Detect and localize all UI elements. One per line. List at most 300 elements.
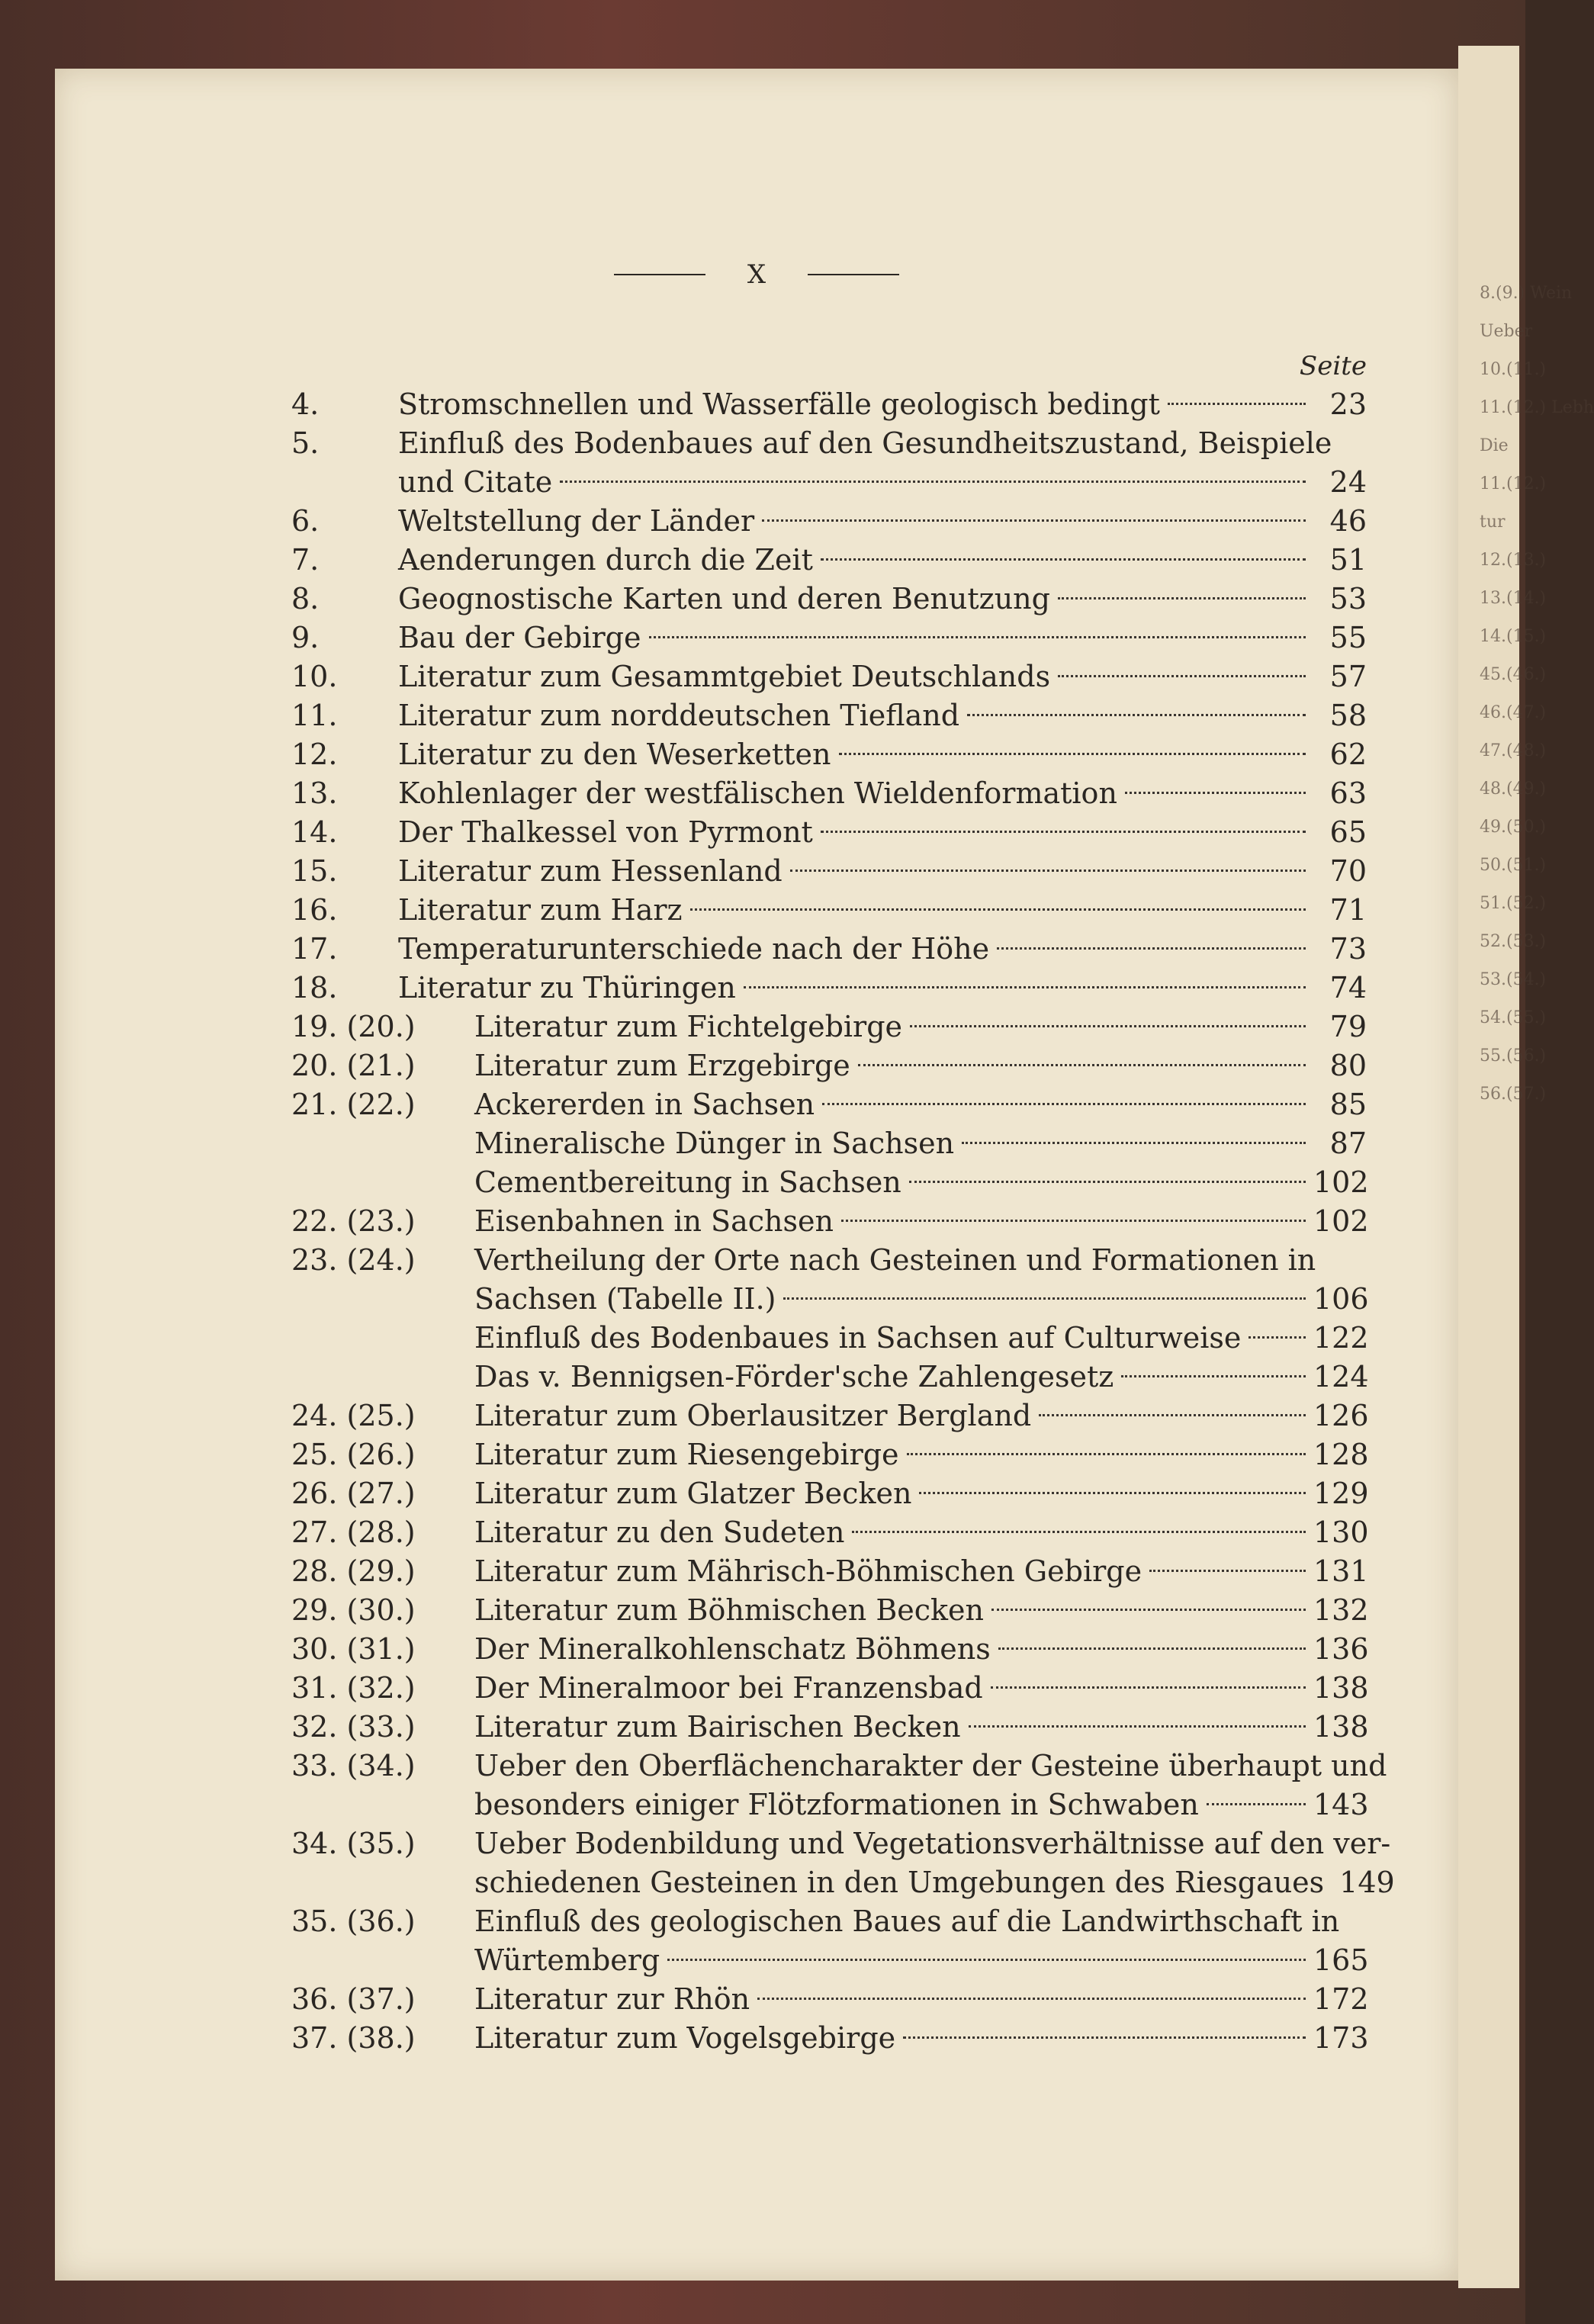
toc-entry-page: 149 xyxy=(1339,1866,1395,1899)
toc-entry xyxy=(291,1008,1367,1046)
toc-entry-line xyxy=(474,1202,1367,1241)
dot-leader xyxy=(690,908,1306,911)
toc-entry-text: Bau der Gebirge xyxy=(398,621,641,654)
facing-page-fragment: 51.(52.) xyxy=(1480,894,1547,913)
toc-entry-line xyxy=(474,1241,1367,1280)
toc-entry-line xyxy=(474,1124,1367,1163)
toc-entry xyxy=(291,696,1367,735)
toc-entry-text: Kohlenlager der westfälischen Wieldenformation xyxy=(398,776,1117,810)
toc-entry-text: Literatur zu Thüringen xyxy=(398,971,736,1004)
toc-entry xyxy=(291,1747,1387,1824)
toc-entry-page: 124 xyxy=(1313,1360,1369,1393)
dot-leader xyxy=(1149,1570,1306,1572)
toc-entry xyxy=(291,1397,1367,1435)
toc-entry-line xyxy=(398,657,1367,696)
facing-page-fragment: 45.(46.) xyxy=(1480,665,1547,684)
toc-entry-title xyxy=(474,1669,1367,1708)
toc-entry-page: 102 xyxy=(1313,1204,1369,1238)
toc-entry-title xyxy=(474,1124,1367,1163)
toc-entry-line xyxy=(398,580,1367,619)
toc-entry-line xyxy=(474,1319,1367,1358)
toc-entry xyxy=(291,619,1367,657)
toc-entry xyxy=(291,852,1367,891)
toc-entry-number: 31. (32.) xyxy=(291,1671,416,1705)
facing-page-fragment: 55.(56.) xyxy=(1480,1046,1547,1066)
toc-entry-title xyxy=(474,1202,1367,1241)
toc-entry xyxy=(291,969,1367,1008)
toc-entry-text: Literatur zum Böhmischen Becken xyxy=(474,1593,985,1627)
toc-entry xyxy=(291,1241,1367,1319)
toc-entry-text: Der Mineralkohlenschatz Böhmens xyxy=(474,1632,991,1666)
toc-entry-page: 165 xyxy=(1313,1943,1369,1977)
toc-entry-page: 46 xyxy=(1329,504,1367,538)
toc-entry-text: Literatur zum Hessenland xyxy=(398,854,783,888)
toc-entry-line xyxy=(398,969,1367,1008)
toc-entry-title xyxy=(474,1046,1367,1085)
toc-entry-text: Stromschnellen und Wasserfälle geologisch bedingt xyxy=(398,387,1160,421)
toc-entry-text: Literatur zum Glatzer Becken xyxy=(474,1477,912,1510)
toc-entry xyxy=(291,1824,1395,1902)
facing-page-fragment: Die xyxy=(1480,436,1509,455)
toc-entry-line xyxy=(398,774,1367,813)
toc-entry xyxy=(291,1513,1367,1552)
toc-entry-page: 58 xyxy=(1329,699,1367,732)
dot-leader xyxy=(1121,1375,1306,1377)
toc-entry-page: 71 xyxy=(1329,893,1367,927)
toc-entry xyxy=(291,541,1367,580)
dot-leader xyxy=(744,986,1306,988)
toc-entry-title xyxy=(398,813,1367,852)
toc-entry-number: 6. xyxy=(291,504,320,538)
dot-leader xyxy=(967,714,1306,716)
toc-entry-title xyxy=(398,891,1367,930)
toc-entry-number: 23. (24.) xyxy=(291,1243,416,1277)
toc-entry-page: 53 xyxy=(1329,582,1367,616)
facing-page-fragment: 52.(53.) xyxy=(1480,932,1547,951)
toc-entry-text: Ueber Bodenbildung und Vegetationsverhältnisse auf den ver- xyxy=(474,1827,1391,1860)
toc-entry-title xyxy=(474,1630,1367,1669)
toc-entry-title xyxy=(398,541,1367,580)
toc-entry-number: 32. (33.) xyxy=(291,1710,416,1744)
toc-entry xyxy=(291,502,1367,541)
facing-page-fragment: 14.(15.) xyxy=(1480,627,1547,646)
toc-entry-page: 130 xyxy=(1313,1516,1369,1549)
toc-entry xyxy=(291,774,1367,813)
toc-entry-page: 126 xyxy=(1313,1399,1369,1432)
toc-entry-text: Literatur zum Gesammtgebiet Deutschlands xyxy=(398,660,1051,693)
toc-entry-page: 55 xyxy=(1329,621,1367,654)
toc-entry-title xyxy=(474,1474,1367,1513)
toc-entry-number: 24. (25.) xyxy=(291,1399,416,1432)
dot-leader xyxy=(1125,792,1306,794)
dot-leader xyxy=(903,2036,1306,2039)
toc-entry-line xyxy=(474,1941,1367,1980)
toc-entry-page: 57 xyxy=(1329,660,1367,693)
facing-page-fragment: 11.(12.) Lebh xyxy=(1480,398,1594,417)
toc-entry-page: 24 xyxy=(1329,465,1367,499)
dot-leader xyxy=(1207,1803,1306,1805)
toc-entry xyxy=(291,1435,1367,1474)
dot-leader xyxy=(1058,675,1306,677)
toc-entry-number: 21. (22.) xyxy=(291,1088,416,1121)
toc-entry-page: 143 xyxy=(1313,1788,1369,1821)
toc-entry-title xyxy=(474,1902,1367,1980)
toc-entry xyxy=(291,813,1367,852)
toc-entry-page: 80 xyxy=(1329,1049,1367,1082)
dot-leader xyxy=(991,1609,1306,1611)
toc-entry xyxy=(291,580,1367,619)
facing-page-fragment: 50.(51.) xyxy=(1480,856,1547,875)
toc-entry-line xyxy=(474,1824,1391,1863)
facing-page-fragment: 13.(14.) xyxy=(1480,589,1547,608)
toc-entry-line xyxy=(398,852,1367,891)
toc-entry-page: 102 xyxy=(1313,1165,1369,1199)
toc-entry-line xyxy=(474,1397,1367,1435)
dot-leader xyxy=(907,1453,1306,1455)
dot-leader xyxy=(762,519,1306,522)
toc-entry xyxy=(291,424,1367,502)
facing-page-fragment: 48.(49.) xyxy=(1480,779,1547,799)
toc-entry xyxy=(291,1319,1367,1358)
toc-entry-title xyxy=(474,1980,1367,2019)
toc-entry-line xyxy=(474,1046,1367,1085)
toc-entry-text: Literatur zum Bairischen Becken xyxy=(474,1710,961,1744)
facing-page-fragment: 47.(48.) xyxy=(1480,741,1547,760)
toc-entry-line xyxy=(474,1669,1367,1708)
toc-entry-number: 30. (31.) xyxy=(291,1632,416,1666)
toc-entry-text: Literatur zum Riesengebirge xyxy=(474,1438,899,1471)
toc-entry-page: 70 xyxy=(1329,854,1367,888)
toc-entry-page: 62 xyxy=(1329,738,1367,771)
header-rule-left xyxy=(614,274,705,275)
toc-entry-line xyxy=(398,891,1367,930)
dot-leader xyxy=(783,1297,1306,1300)
dot-leader xyxy=(852,1531,1306,1533)
toc-entry-text: Literatur zu den Sudeten xyxy=(474,1516,845,1549)
toc-entry-text: Literatur zum Mährisch-Böhmischen Gebirge xyxy=(474,1554,1142,1588)
toc-entry-line xyxy=(398,502,1367,541)
toc-entry-text: Einfluß des Bodenbaues auf den Gesundheitszustand, Beispiele xyxy=(398,426,1332,460)
toc-entry-line xyxy=(474,1435,1367,1474)
facing-page-fragment: 49.(50.) xyxy=(1480,818,1547,837)
toc-entry-number: 29. (30.) xyxy=(291,1593,416,1627)
toc-entry-text: schiedenen Gesteinen in den Umgebungen des Riesgaues xyxy=(474,1866,1325,1899)
toc-entry-line xyxy=(474,1008,1367,1046)
toc-entry-title xyxy=(474,1319,1367,1358)
toc-entry-line xyxy=(474,1902,1367,1941)
toc-entry-title xyxy=(398,580,1367,619)
toc-entry-text: Sachsen (Tabelle II.) xyxy=(474,1282,776,1316)
facing-page-fragment: 54.(55.) xyxy=(1480,1008,1547,1027)
toc-entry-page: 138 xyxy=(1313,1710,1369,1744)
toc-entry-title xyxy=(474,1163,1367,1202)
toc-entry xyxy=(291,1902,1367,1980)
toc-entry-line xyxy=(474,1708,1367,1747)
toc-entry-text: Der Mineralmoor bei Franzensbad xyxy=(474,1671,983,1705)
toc-entry-number: 20. (21.) xyxy=(291,1049,416,1082)
toc-entry-number: 35. (36.) xyxy=(291,1905,416,1938)
toc-entry-title xyxy=(474,1358,1367,1397)
toc-entry-page: 129 xyxy=(1313,1477,1369,1510)
toc-entry-text: Literatur zum Vogelsgebirge xyxy=(474,2021,896,2055)
toc-entry xyxy=(291,1708,1367,1747)
toc-entry-page: 85 xyxy=(1329,1088,1367,1121)
toc-entry-number: 19. (20.) xyxy=(291,1010,416,1043)
toc-entry-number: 37. (38.) xyxy=(291,2021,416,2055)
toc-entry-number: 7. xyxy=(291,543,320,577)
toc-entry-number: 8. xyxy=(291,582,320,616)
toc-entry xyxy=(291,657,1367,696)
facing-page-fragment: tur xyxy=(1480,513,1506,532)
toc-entry-line xyxy=(474,1358,1367,1397)
toc-entry-text: Eisenbahnen in Sachsen xyxy=(474,1204,834,1238)
toc-entry-text: Mineralische Dünger in Sachsen xyxy=(474,1127,955,1160)
toc-entry-title xyxy=(474,1008,1367,1046)
toc-entry xyxy=(291,1980,1367,2019)
toc-entry-line xyxy=(398,541,1367,580)
toc-entry-title xyxy=(398,619,1367,657)
toc-entry xyxy=(291,1669,1367,1708)
toc-entry-title xyxy=(474,1552,1367,1591)
toc-entry-title xyxy=(398,735,1367,774)
toc-entry-page: 132 xyxy=(1313,1593,1369,1627)
dot-leader xyxy=(919,1492,1306,1494)
toc-entry-line xyxy=(474,1980,1367,2019)
toc-entry-number: 4. xyxy=(291,387,320,421)
toc-entry-title xyxy=(474,1241,1367,1319)
dot-leader xyxy=(821,558,1306,561)
toc-entry-title xyxy=(474,1708,1367,1747)
toc-entry-text: Literatur zum Harz xyxy=(398,893,683,927)
toc-entry-text: Literatur zur Rhön xyxy=(474,1982,750,2016)
dot-leader xyxy=(841,1220,1306,1222)
toc-entry-title xyxy=(398,424,1367,502)
toc-entry-page: 74 xyxy=(1329,971,1367,1004)
facing-page-fragment: 8.(9.) Wein xyxy=(1480,284,1573,303)
dot-leader xyxy=(1039,1414,1306,1416)
toc-entry-number: 22. (23.) xyxy=(291,1204,416,1238)
toc-entry xyxy=(291,930,1367,969)
toc-entry-line xyxy=(398,619,1367,657)
toc-entry-number: 9. xyxy=(291,621,320,654)
page-column-label: Seite xyxy=(1299,351,1367,381)
toc-entry-title xyxy=(474,2019,1367,2058)
dot-leader xyxy=(649,636,1306,638)
toc-entry-line xyxy=(474,1747,1387,1786)
facing-page-fragments xyxy=(1480,275,1594,1266)
header-rule-right xyxy=(808,274,899,275)
toc-entry-line xyxy=(398,735,1367,774)
page-numeral: X xyxy=(747,259,766,290)
toc-entry-title xyxy=(398,657,1367,696)
toc-entry-title xyxy=(474,1591,1367,1630)
facing-page-fragment: 12.(13.) xyxy=(1480,551,1547,570)
toc-entry-page: 87 xyxy=(1329,1127,1367,1160)
toc-entry-text: Einfluß des geologischen Baues auf die Landwirthschaft in xyxy=(474,1905,1340,1938)
dot-leader xyxy=(822,1103,1306,1105)
toc-entry-page: 122 xyxy=(1313,1321,1369,1355)
dot-leader xyxy=(969,1725,1306,1728)
toc-entry-line xyxy=(474,1280,1367,1319)
toc-entry-page: 173 xyxy=(1313,2021,1369,2055)
toc-entry-text: Literatur zum Oberlausitzer Bergland xyxy=(474,1399,1032,1432)
toc-entry xyxy=(291,735,1367,774)
toc-entry xyxy=(291,1085,1367,1124)
toc-entry-number: 27. (28.) xyxy=(291,1516,416,1549)
toc-entry-title xyxy=(398,969,1367,1008)
toc-entry xyxy=(291,1046,1367,1085)
facing-page-fragment: 53.(54.) xyxy=(1480,970,1547,989)
toc-entry xyxy=(291,1124,1367,1163)
dot-leader xyxy=(998,1647,1306,1650)
toc-entry-line xyxy=(398,930,1367,969)
toc-entry-number: 36. (37.) xyxy=(291,1982,416,2016)
toc-entry-text: besonders einiger Flötzformationen in Schwaben xyxy=(474,1788,1199,1821)
dot-leader xyxy=(991,1686,1306,1689)
dot-leader xyxy=(667,1959,1306,1961)
toc-entry-line xyxy=(474,1085,1367,1124)
toc-entry-text: Ueber den Oberflächencharakter der Gesteine überhaupt und xyxy=(474,1749,1387,1782)
toc-entry-number: 13. xyxy=(291,776,338,810)
toc-entry-text: Der Thalkessel von Pyrmont xyxy=(398,815,813,849)
toc-entry-text: Weltstellung der Länder xyxy=(398,504,755,538)
toc-entry xyxy=(291,1630,1367,1669)
toc-entry-line xyxy=(474,1163,1367,1202)
toc-entry-number: 18. xyxy=(291,971,338,1004)
toc-entry-line xyxy=(398,385,1367,424)
toc-entry xyxy=(291,1163,1367,1202)
toc-entry-page: 172 xyxy=(1313,1982,1369,2016)
toc-entry-line xyxy=(474,1786,1367,1824)
toc-entry-line xyxy=(474,1552,1367,1591)
dot-leader xyxy=(962,1142,1306,1144)
toc-entry-text: Literatur zu den Weserketten xyxy=(398,738,831,771)
toc-entry-number: 15. xyxy=(291,854,338,888)
toc-entry-text: Aenderungen durch die Zeit xyxy=(398,543,813,577)
toc-entry-text: Ackererden in Sachsen xyxy=(474,1088,815,1121)
toc-entry-number: 26. (27.) xyxy=(291,1477,416,1510)
toc-entry-page: 63 xyxy=(1329,776,1367,810)
dot-leader xyxy=(757,1998,1306,2000)
toc-entry xyxy=(291,2019,1367,2058)
toc-entry-page: 138 xyxy=(1313,1671,1369,1705)
toc-entry xyxy=(291,1474,1367,1513)
dot-leader xyxy=(910,1025,1306,1027)
facing-page-fragment: 46.(47.) xyxy=(1480,703,1547,722)
dot-leader xyxy=(909,1181,1306,1183)
toc-entry-line xyxy=(474,1474,1367,1513)
facing-page-fragment: 10.(11.) xyxy=(1480,360,1547,379)
toc-entry-number: 34. (35.) xyxy=(291,1827,416,1860)
toc-entry-text: Literatur zum Fichtelgebirge xyxy=(474,1010,903,1043)
toc-entry xyxy=(291,1591,1367,1630)
toc-entry xyxy=(291,891,1367,930)
toc-entry xyxy=(291,385,1367,424)
dot-leader xyxy=(821,831,1306,833)
toc-entry xyxy=(291,1202,1367,1241)
toc-entry-text: Würtemberg xyxy=(474,1943,660,1977)
toc-entry-page: 65 xyxy=(1329,815,1367,849)
toc-entry-text: Literatur zum Erzgebirge xyxy=(474,1049,850,1082)
toc-entry-number: 11. xyxy=(291,699,338,732)
toc-entry-title xyxy=(398,502,1367,541)
book-page xyxy=(55,69,1458,2281)
toc-entry-title xyxy=(398,930,1367,969)
toc-entry xyxy=(291,1358,1367,1397)
toc-entry-title xyxy=(398,774,1367,813)
toc-entry-title xyxy=(474,1397,1367,1435)
toc-entry-line xyxy=(398,424,1367,463)
toc-entry-title xyxy=(474,1824,1395,1902)
toc-entry-text: Das v. Bennigsen-Förder'sche Zahlengesetz xyxy=(474,1360,1114,1393)
dot-leader xyxy=(997,947,1306,950)
dot-leader xyxy=(560,481,1306,483)
dot-leader xyxy=(1168,403,1306,405)
toc-entry-line xyxy=(474,2019,1367,2058)
dot-leader xyxy=(1058,597,1306,599)
toc-entry-page: 131 xyxy=(1313,1554,1369,1588)
toc-entry xyxy=(291,1552,1367,1591)
toc-entry-line xyxy=(474,1513,1367,1552)
facing-page-fragment: 56.(57.) xyxy=(1480,1085,1547,1104)
toc-entry-line xyxy=(398,463,1367,502)
toc-entry-number: 25. (26.) xyxy=(291,1438,416,1471)
toc-entry-text: Temperaturunterschiede nach der Höhe xyxy=(398,932,990,966)
dot-leader xyxy=(858,1064,1306,1066)
toc-entry-page: 23 xyxy=(1329,387,1367,421)
toc-entry-number: 28. (29.) xyxy=(291,1554,416,1588)
toc-entry-line xyxy=(398,813,1367,852)
page-header xyxy=(55,259,1458,313)
dot-leader xyxy=(790,869,1306,872)
toc-entry-text: Literatur zum norddeutschen Tiefland xyxy=(398,699,960,732)
toc-entry-line xyxy=(474,1630,1367,1669)
dot-leader xyxy=(839,753,1306,755)
toc-entry-number: 17. xyxy=(291,932,338,966)
toc-entry-page: 128 xyxy=(1313,1438,1369,1471)
toc-entry-number: 5. xyxy=(291,426,320,460)
toc-entry-text: Geognostische Karten und deren Benutzung xyxy=(398,582,1050,616)
toc-entry-title xyxy=(474,1085,1367,1124)
toc-entry-page: 73 xyxy=(1329,932,1367,966)
toc-entry-title xyxy=(474,1747,1387,1824)
toc-entry-line xyxy=(398,696,1367,735)
toc-entry-number: 33. (34.) xyxy=(291,1749,416,1782)
toc-entry-title xyxy=(398,696,1367,735)
toc-entry-title xyxy=(398,385,1367,424)
toc-entry-page: 136 xyxy=(1313,1632,1369,1666)
toc-entry-title xyxy=(474,1513,1367,1552)
toc-entry-number: 10. xyxy=(291,660,338,693)
facing-page-fragment: Ueber xyxy=(1480,322,1533,341)
toc-entry-text: Vertheilung der Orte nach Gesteinen und Formationen in xyxy=(474,1243,1316,1277)
toc-entry-page: 79 xyxy=(1329,1010,1367,1043)
toc-entry-number: 14. xyxy=(291,815,338,849)
toc-entry-number: 12. xyxy=(291,738,338,771)
toc-entry-page: 106 xyxy=(1313,1282,1369,1316)
toc-entry-number: 16. xyxy=(291,893,338,927)
toc-entry-text: Cementbereitung in Sachsen xyxy=(474,1165,901,1199)
toc-entry-text: und Citate xyxy=(398,465,553,499)
toc-entry-line xyxy=(474,1591,1367,1630)
toc-entry-title xyxy=(474,1435,1367,1474)
toc-entry-title xyxy=(398,852,1367,891)
dot-leader xyxy=(1249,1336,1306,1339)
table-of-contents xyxy=(291,385,1395,2058)
toc-entry-line xyxy=(474,1863,1395,1902)
facing-page-fragment: 11.(12.) xyxy=(1480,474,1547,493)
toc-entry-text: Einfluß des Bodenbaues in Sachsen auf Culturweise xyxy=(474,1321,1242,1355)
